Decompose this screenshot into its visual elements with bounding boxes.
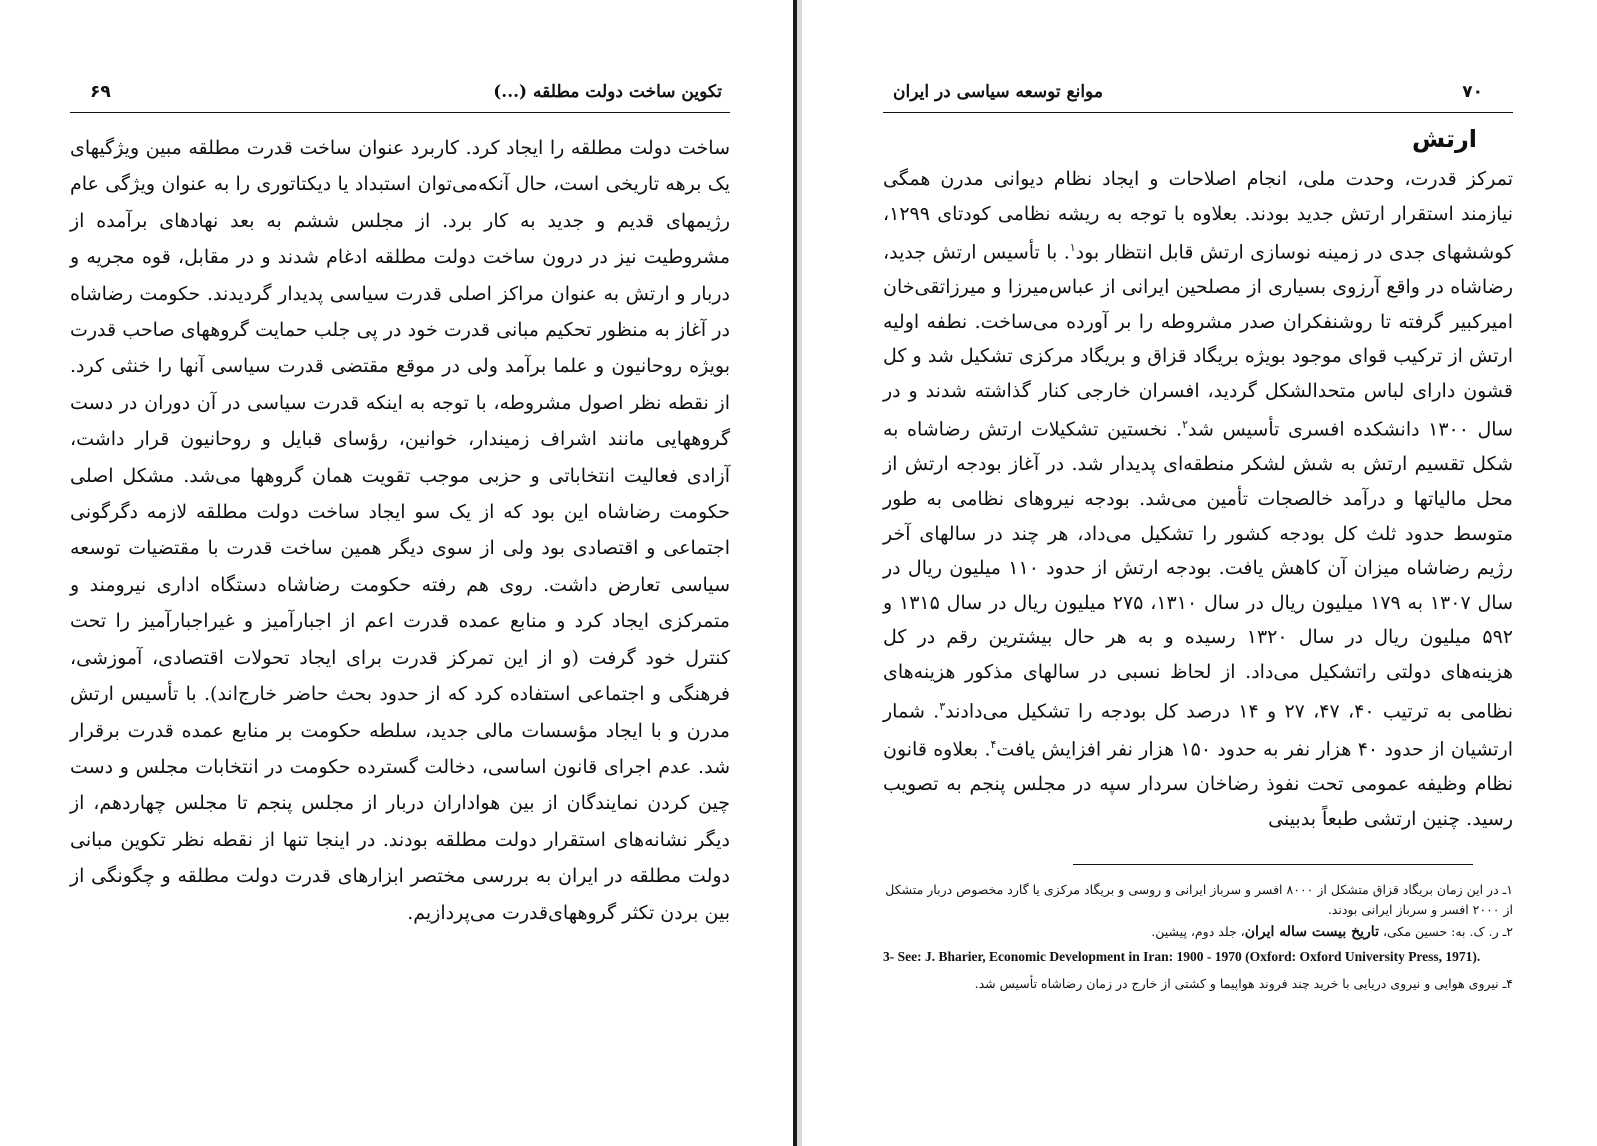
right-page bbox=[883, 0, 1513, 1146]
footnote-divider bbox=[1073, 864, 1473, 865]
left-body-text: ساخت دولت مطلقه را ایجاد کرد. کاربرد عنوان ساخت قدرت مطلقه مبین ویژگیهای یک برهه تاریخی است، حال آنکه‌می‌توان استبداد یا دیکتاتوری را به عنوان ویژگی عام رژیمهای قدیم و جدید به کار برد. از مجلس ششم به بعد نهادهای برآمده از مشروطیت نیز در درون ساخت دولت مطلقه ادغام شدند و در مقابل، قوه مجریه و دربار و ارتش به عنوان مراکز اصلی قدرت سیاسی پدیدار گردیدند. حکومت رضاشاه در آغاز به منظور تحکیم مبانی قدرت خود در پی جلب حمایت گروههای صاحب قدرت بویژه روحانیون و علما برآمد ولی در موقع مقتضی قدرت سیاسی آنها را خنثی کرد. از نقطه نظر اصول مشروطه، با توجه به اینکه قدرت سیاسی در آن دوران در دست گروههایی مانند اشراف زمیندار، خوانین، رؤسای قبایل و روحانیون قرار داشت، آزادی فعالیت انتخاباتی و حزبی موجب تقویت همان گروهها می‌شد. مشکل اصلی حکومت رضاشاه این بود که از یک سو ایجاد ساخت دولت مطلقه لازمه دگرگونی اجتماعی و اقتصادی بود ولی از سوی دیگر همین ساخت قدرت با مقتضیات توسعه سیاسی تعارض داشت. روی هم رفته حکومت رضاشاه دستگاه اداری نیرومند و متمرکزی ایجاد کرد و منابع عمده قدرت اعم از اجبارآمیز و غیراجبارآمیز را تحت کنترل خود گرفت (و از این تمرکز قدرت برای ایجاد تحولات اقتصادی، آموزشی، فرهنگی و اجتماعی استفاده کرد که از حدود بحث حاضر خارج‌اند). با تأسیس ارتش مدرن و با ایجاد مؤسسات مالی جدید، سلطه حکومت بر منابع عمده قدرت برقرار شد. عدم اجرای قانون اساسی، دخالت گسترده حکومت در انتخابات مجلس و دست چین کردن نمایندگان از بین هواداران دربار از مجلس پنجم تا مجلس چهاردهم، از دیگر نشانه‌های استقرار دولت مطلقه بودند. در اینجا تنها از نقطه نظر تکوین مبانی دولت مطلقه در ایران به بررسی مختصر ابزارهای قدرت دولت مطلقه و چگونگی از بین بردن تکثر گروههای‌قدرت می‌پردازیم. bbox=[70, 137, 731, 924]
footnotes bbox=[883, 880, 1513, 996]
body-segment: . با تأسیس ارتش جدید، رضاشاه در واقع آرزوی بسیاری از مصلحین ایرانی از عباس‌میرزا و میرزاتقی‌خان امیرکبیر گرفته تا روشنفکران صدر مشروطه را بر آورده می‌ساخت. نطفه اولیه ارتش از ترکیب قوای موجود بویژه بریگاد قزاق و بریگاد مرکزی تشکیل شد و کل قشون دارای لباس متحدالشکل گردید، افسران خارجی کنار گذاشته شدند و در سال ۱۳۰۰ دانشکده افسری تأسیس شد bbox=[883, 241, 1513, 441]
footnote-2-prefix: ۲ـ ر. ک. به: حسین مکی، bbox=[1378, 924, 1513, 939]
footnote-3: 3- See: J. Bharier, Economic Development in Iran: 1900 - 1970 (Oxford: Oxford University Press, 1971). bbox=[883, 949, 1481, 964]
footnote-1: ۱ـ در این زمان بریگاد قزاق متشکل از ۸۰۰۰ افسر و سرباز ایرانی و روسی و بریگاد مرکزی یا گارد مخصوص دربار متشکل از ۲۰۰۰ افسر و سرباز ایرانی بودند. bbox=[885, 882, 1513, 917]
left-page bbox=[70, 0, 730, 1146]
section-heading: ارتش bbox=[1412, 125, 1477, 153]
footnote-2 bbox=[883, 922, 1513, 942]
gutter-shadow bbox=[797, 0, 802, 1146]
body-segment: تمرکز قدرت، وحدت ملی، انجام اصلاحات و ایجاد نظام دیوانی مدرن همگی نیازمند استقرار ارتش جدید بودند. بعلاوه با توجه به ریشه نظامی کودتای ۱۲۹۹، کوششهای جدی در زمینه نوسازی ارتش قابل انتظار بود bbox=[883, 168, 1513, 264]
left-page-number: ۶۹ bbox=[90, 82, 111, 102]
footnote-ref-2[interactable]: ۲ bbox=[1182, 418, 1189, 432]
right-running-head bbox=[883, 80, 1513, 113]
footnote-2-suffix: ، جلد دوم، پیشین. bbox=[1151, 924, 1245, 939]
right-body-text bbox=[883, 162, 1513, 837]
footnote-ref-4[interactable]: ۴ bbox=[990, 738, 997, 752]
body-segment: . نخستین تشکیلات ارتش رضاشاه به شکل تقسیم ارتش به شش لشکر منطقه‌ای پدیدار شد. در آغاز بودجه ارتش از محل مالیاتها و درآمد خالصجات تأمین می‌شد. بودجه نیروهای نظامی به طور متوسط حدود ثلث کل بودجه کشور را تشکیل می‌داد، هر چند در سالهای آخر رژیم رضاشاه میزان آن کاهش یافت. بودجه ارتش از حدود ۱۱۰ میلیون ریال در سال ۱۳۰۷ به ۱۷۹ میلیون ریال در سال ۱۳۱۰، ۲۷۵ میلیون ریال در سال ۱۳۱۵ و ۵۹۲ میلیون ریال در سال ۱۳۲۰ رسیده و به هر حال بیشترین رقم در کل هزینه‌های دولتی راتشکیل می‌داد. از لحاظ نسبی در سالهای مذکور هزینه‌های نظامی به ترتیب ۴۰، ۴۷، ۲۷ و ۱۴ درصد کل بودجه را تشکیل می‌دادند bbox=[883, 418, 1514, 722]
footnote-ref-3[interactable]: ۳ bbox=[939, 699, 946, 713]
left-running-title: تکوین ساخت دولت مطلقه (...) bbox=[493, 82, 722, 102]
footnote-ref-1[interactable]: ۱ bbox=[1069, 241, 1076, 255]
body-segment: . شمار ارتشیان از حدود ۴۰ هزار نفر به حدود ۱۵۰ هزار نفر افزایش یافت bbox=[883, 699, 1514, 761]
left-running-head bbox=[70, 80, 730, 113]
right-page-number: ۷۰ bbox=[1462, 82, 1483, 102]
right-running-title: موانع توسعه سیاسی در ایران bbox=[893, 82, 1103, 102]
footnote-4: ۴ـ نیروی هوایی و نیروی دریایی با خرید چند فروند هواپیما و کشتی از خارج در زمان رضاشاه تأسیس شد. bbox=[974, 976, 1513, 991]
body-segment: . بعلاوه قانون نظام وظیفه عمومی تحت نفوذ رضاخان سردار سپه در مجلس پنجم به تصویب رسید. چنین ارتشی طبعاً بدبینی bbox=[883, 738, 1513, 830]
footnote-2-book-title: تاریخ بیست ساله ایران bbox=[1244, 924, 1379, 940]
